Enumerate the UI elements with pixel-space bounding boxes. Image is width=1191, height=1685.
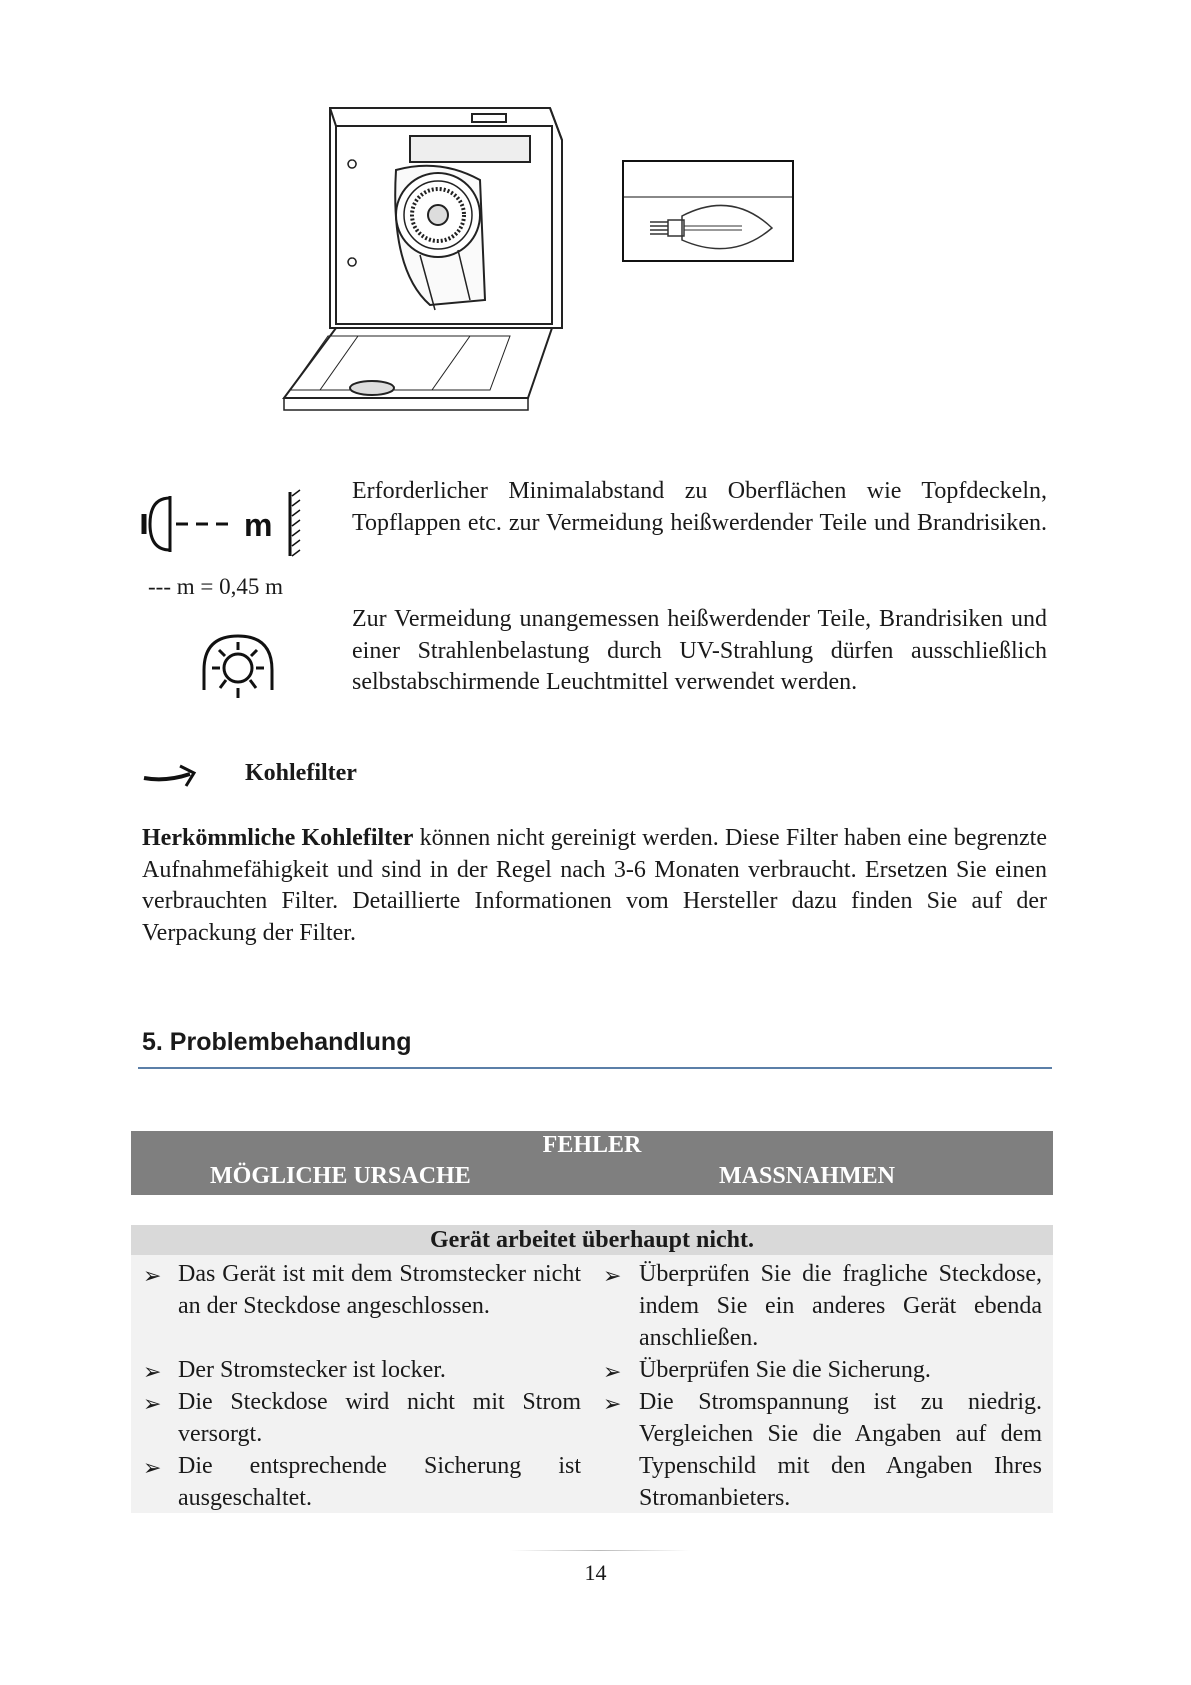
cause-2: Der Stromstecker ist locker.: [178, 1357, 446, 1383]
lamp-shield-icon: [198, 630, 278, 702]
measure-3: Die Stromspannung ist zu niedrig. Vergleichen Sie die Angaben auf dem Typenschild mit den Angaben Ihres Stromanbieters.: [639, 1389, 1042, 1511]
kohlefilter-body: [142, 823, 1047, 949]
distance-label: --- m = 0,45 m: [148, 574, 283, 599]
arrow-icon: [142, 762, 198, 788]
bulb-illustration: [622, 160, 794, 262]
bullet-icon: ➢: [143, 1391, 162, 1416]
bullet-icon: ➢: [603, 1391, 622, 1416]
page-number: 14: [584, 1560, 607, 1585]
cause-3: Die Steckdose wird nicht mit Strom versorgt.: [178, 1389, 581, 1447]
hood-illustration: [270, 100, 570, 435]
table-subheader: Gerät arbeitet überhaupt nicht.: [131, 1225, 1053, 1255]
cause-4: Die entsprechende Sicherung ist ausgeschaltet.: [178, 1453, 581, 1511]
bullet-icon: ➢: [143, 1263, 162, 1288]
kohlefilter-body-bold: Herkömmliche Kohlefilter: [142, 825, 414, 851]
lamp-text: Zur Vermeidung unangemessen heißwerdender Teile, Brandrisiken und einer Strahlenbelastung durch UV-Strahlung dürfen ausschließlich selbstabschirmende Leuchtmittel verwendet werden.: [352, 606, 1047, 695]
header-fehler: FEHLER: [542, 1132, 642, 1158]
header-ursache: MÖGLICHE URSACHE: [210, 1163, 471, 1189]
bullet-icon: ➢: [143, 1455, 162, 1480]
bullet-icon: ➢: [603, 1263, 622, 1288]
bullet-icon: ➢: [143, 1359, 162, 1384]
kohlefilter-body-rest: können nicht gereinigt werden. Diese Filter haben eine begrenzte Aufnahmefähigkeit und sind in der Regel nach 3-6 Monaten verbraucht. Ersetzen Sie einen verbrauchten Filter. Detaillierte Informationen vom Hersteller dazu finden Sie auf der Verpackung der Filter.: [142, 825, 1047, 946]
measure-1: Überprüfen Sie die fragliche Steckdose, indem Sie ein anderes Gerät ebenda anschließen.: [639, 1261, 1042, 1351]
section-title: 5. Problembehandlung: [142, 1028, 412, 1056]
bullet-icon: ➢: [603, 1359, 622, 1384]
kohlefilter-heading: Kohlefilter: [245, 760, 357, 786]
cause-1: Das Gerät ist mit dem Stromstecker nicht an der Steckdose angeschlossen.: [178, 1261, 581, 1319]
distance-text: Erforderlicher Minimalabstand zu Oberflächen wie Topfdeckeln, Topflappen etc. zur Vermeidung heißwerdender Teile und Brandrisiken.: [352, 478, 1047, 536]
section-divider: [138, 1067, 1052, 1069]
table-header: [131, 1131, 1053, 1195]
table-body: [131, 1255, 1053, 1513]
header-massnahmen: MASSNAHMEN: [719, 1163, 896, 1189]
measure-2: Überprüfen Sie die Sicherung.: [639, 1357, 931, 1383]
footer-rule: [510, 1550, 690, 1551]
distance-icon-letter: m: [244, 507, 273, 543]
distance-icon: [140, 486, 320, 562]
